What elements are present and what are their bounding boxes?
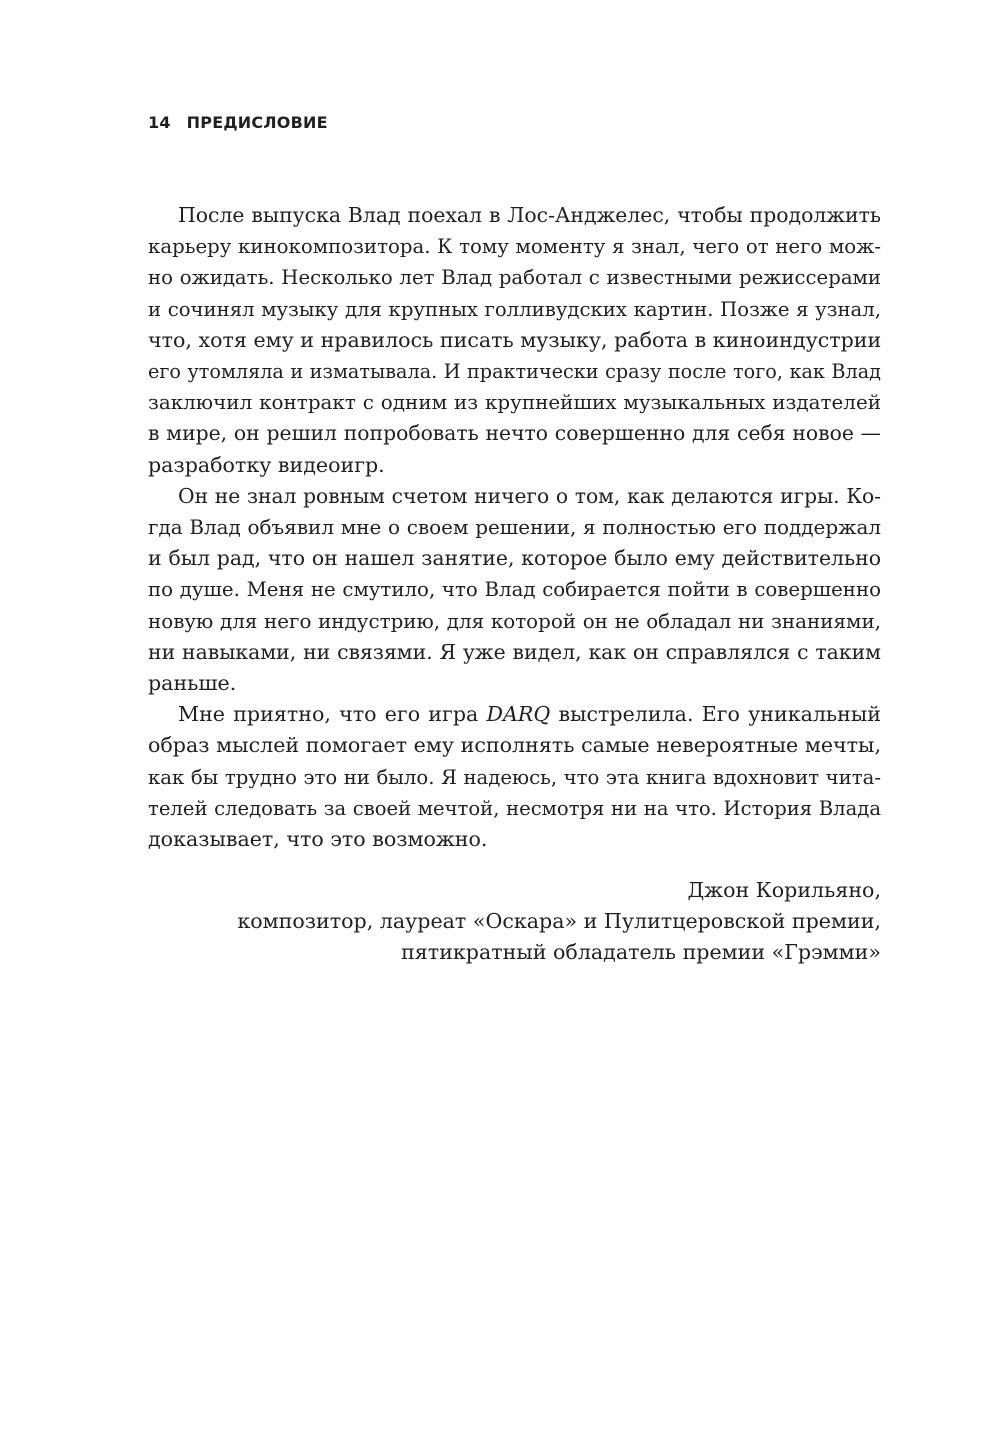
text-line: образ мыслей помогает ему исполнять самые невероятные мечты, [148,733,881,758]
paragraph-1 [148,200,881,481]
signature-block [148,875,881,969]
text-line: раньше. [148,671,237,696]
text-line: Он не знал ровным счетом ничего о том, как делаются игры. Ко- [178,483,881,508]
author-credit: пятикратный обладатель премии «Грэмми» [401,940,881,965]
author-name: Джон Корильяно, [687,878,881,902]
text-line: ни навыками, ни связями. Я уже видел, как он справлялся с таким [148,639,881,664]
text-line [148,699,881,730]
text-line: новую для него индустрию, для которой он не обладал ни знаниями, [148,609,881,633]
text-line: и сочинял музыку для крупных голливудских картин. Позже я узнал, [148,297,881,321]
text-line: разработку видеоигр. [148,452,385,477]
paragraph-2 [148,481,881,699]
page-number: 14 [148,113,171,132]
text-fragment: выстрелила. Его уникальный [550,702,881,727]
body-text [148,200,881,855]
text-line: доказывает, что это возможно. [148,827,488,852]
text-line: по душе. Меня не смутило, что Влад собирается пойти в совершенно [148,578,881,602]
text-line: После выпуска Влад поехал в Лос-Анджелес, чтобы продолжить [178,203,881,227]
text-line: как бы трудно это ни было. Я надеюсь, что эта книга вдохновит чита- [148,765,881,789]
text-line: и был рад, что он нашел занятие, которое было ему действительно [148,546,881,571]
text-line: но ожидать. Несколько лет Влад работал с известными режиссерами [148,266,881,290]
text-line: в мире, он решил попробовать нечто совершенно для себя новое — [148,421,881,446]
text-line: гда Влад объявил мне о своем решении, я полностью его поддержал [148,515,881,540]
text-line: заключил контракт с одним из крупнейших музыкальных издателей [148,391,881,415]
text-line: телей следовать за своей мечтой, несмотря ни на что. История Влада [148,796,881,820]
section-title: ПРЕДИСЛОВИЕ [186,113,328,132]
text-line: его утомляла и изматывала. И практически сразу после того, как Влад [148,360,881,384]
running-head [148,113,328,132]
author-credit: композитор, лауреат «Оскара» и Пулитцеровской премии, [237,909,881,934]
text-fragment: Мне приятно, что его игра [178,702,487,727]
game-title: DARQ [486,702,551,727]
paragraph-3 [148,699,881,855]
text-line: что, хотя ему и нравилось писать музыку, работа в киноиндустрии [148,327,882,352]
text-line: карьеру кинокомпозитора. К тому моменту я знал, чего от него мож- [148,235,881,259]
